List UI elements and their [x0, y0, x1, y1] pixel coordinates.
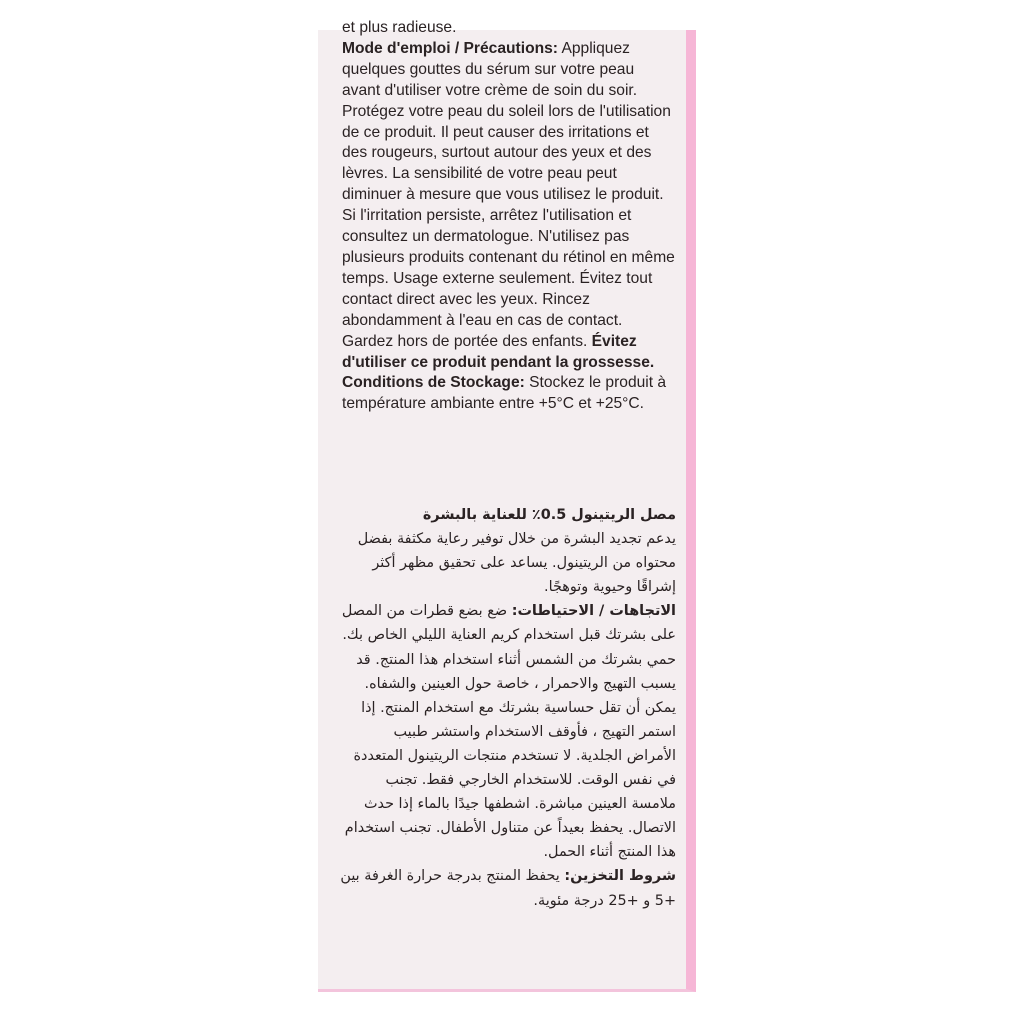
french-storage-paragraph	[342, 373, 676, 415]
arabic-storage-heading: شروط التخزين:	[564, 868, 676, 885]
french-storage-heading: Conditions de Stockage:	[342, 374, 525, 392]
french-pregnancy-warning: Évitez d'utiliser ce produit pendant la grossesse.	[342, 332, 655, 371]
arabic-storage-text: يحفظ المنتج بدرجة حرارة الغرفة بين +5 و +25 درجة مئوية.	[340, 868, 676, 909]
product-label-panel	[318, 19, 696, 992]
french-usage-paragraph	[342, 39, 676, 374]
french-usage-text: Appliquez quelques gouttes du sérum sur votre peau avant d'utiliser votre crème de soin du soir. Protégez votre peau du soleil lors de l'utilisation de ce produit. Il peut causer des irritations et des rougeurs, surtout autour des yeux et des lèvres. La sensibilité de votre peau peut diminuer à mesure que vous utilisez le produit. Si l'irritation persiste, arrêtez l'utilisation et consultez un dermatologue. N'utilisez pas plusieurs produits contenant du rétinol en même temps. Usage externe seulement. Évitez tout contact direct avec les yeux. Rincez abondamment à l'eau en cas de contact. Gardez hors de portée des enfants.	[342, 39, 675, 350]
arabic-title: مصل الريتينول 0.5٪ للعناية بالبشرة	[422, 507, 676, 523]
arabic-title-paragraph	[340, 503, 676, 527]
arabic-usage-heading: الاتجاهات / الاحتياطات:	[511, 603, 676, 620]
french-instructions	[342, 18, 676, 415]
arabic-intro: يدعم تجديد البشرة من خلال توفير رعاية مكثفة بفضل محتواه من الريتينول. يساعد على تحقيق مظهر أكثر إشراقًا وحيوية وتوهجًا.	[357, 531, 676, 596]
arabic-instructions	[340, 503, 676, 913]
french-usage-heading: Mode d'emploi / Précautions:	[342, 39, 558, 57]
arabic-usage-paragraph	[340, 599, 676, 864]
french-cutoff-line: et plus radieuse.	[342, 19, 457, 36]
arabic-storage-paragraph	[340, 864, 676, 912]
french-storage-text: Stockez le produit à température ambiante entre +5°C et +25°C.	[342, 374, 667, 413]
arabic-usage-text: ضع بضع قطرات من المصل على بشرتك قبل استخدام كريم العناية الليلي الخاص بك. حمي بشرتك من الشمس أثناء استخدام هذا المنتج. قد يسبب التهيج والاحمرار ، خاصة حول العينين والشفاه. يمكن أن تقل حساسية بشرتك مع استخدام المنتج. إذا استمر التهيج ، فأوقف الاستخدام واستشر طبيب الأمراض الجلدية. لا تستخدم منتجات الريتينول المتعددة في نفس الوقت. للاستخدام الخارجي فقط. تجنب ملامسة العينين مباشرة. اشطفها جيدًا بالماء إذا حدث الاتصال. يحفظ بعيداً عن متناول الأطفال. تجنب استخدام هذا المنتج أثناء الحمل.	[341, 603, 676, 861]
